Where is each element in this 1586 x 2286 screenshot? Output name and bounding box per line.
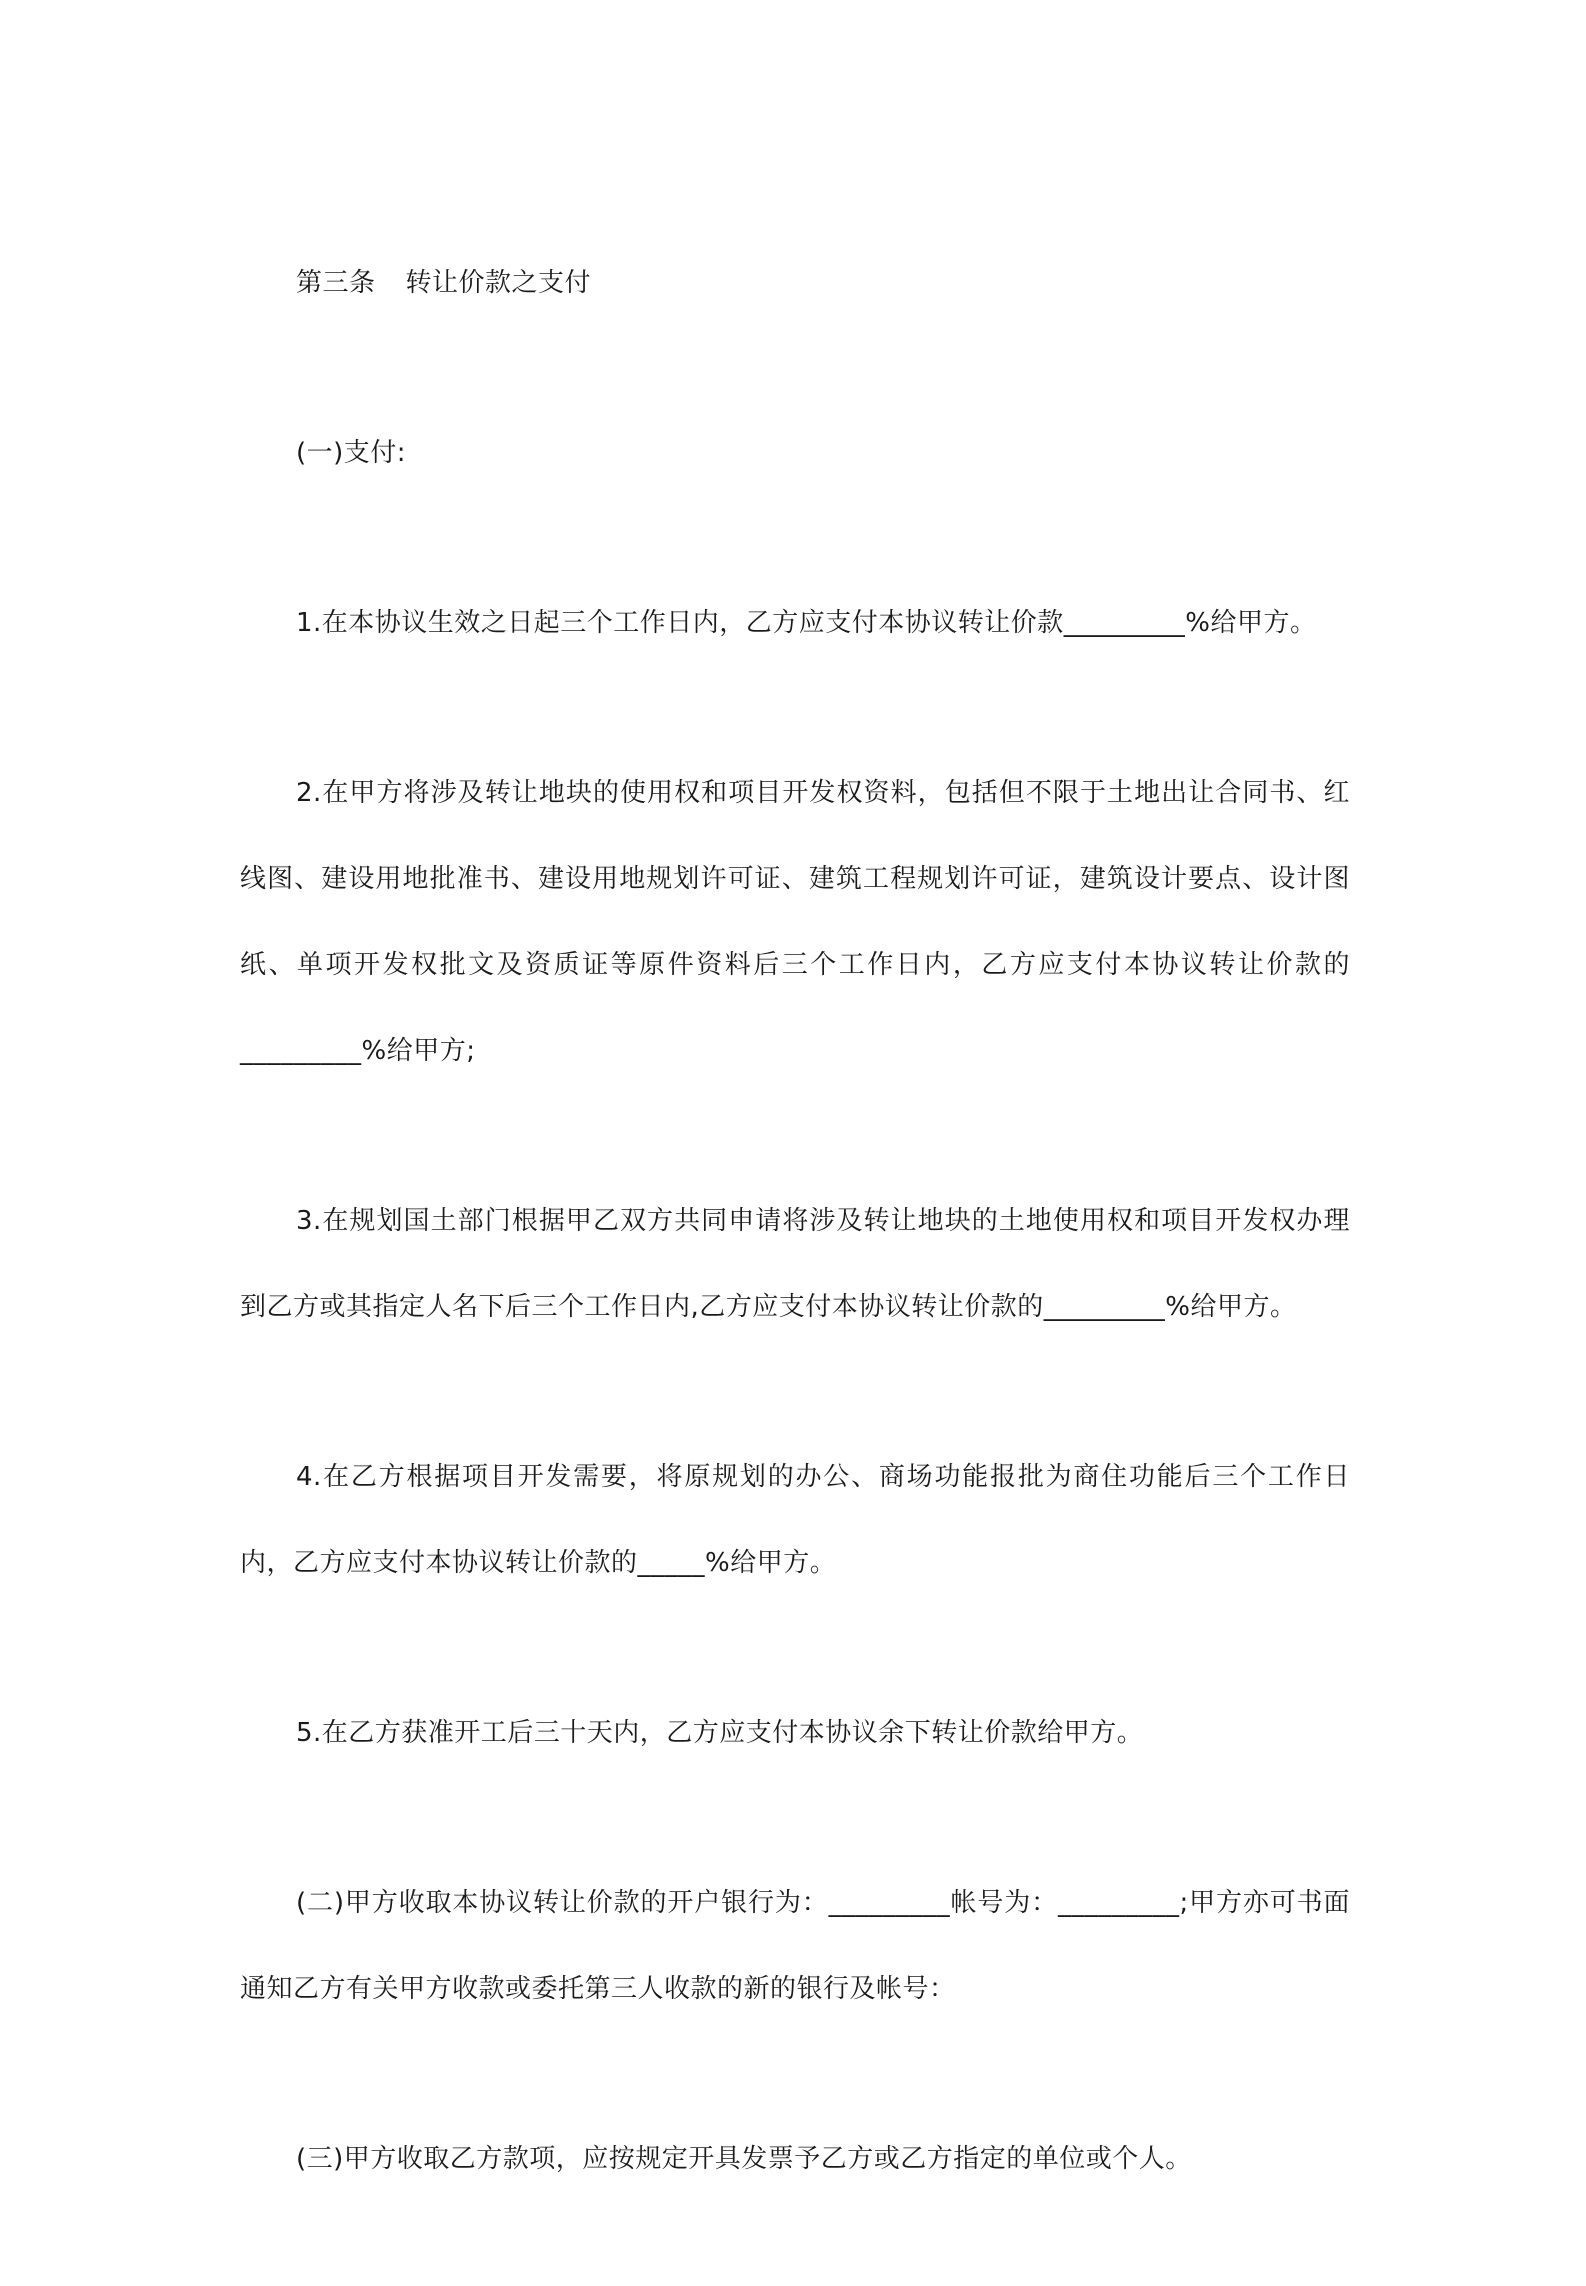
payment-clause-1: 1.在本协议生效之日起三个工作日内，乙方应支付本协议转让价款_________%给甲方。 [296,608,1317,638]
document-body [240,240,1350,2286]
payment-clause-4: 4.在乙方根据项目开发需要，将原规划的办公、商场功能报批为商住功能后三个工作日内，乙方应支付本协议转让价款的_____%给甲方。 [240,1462,1350,1578]
invoice-clause: (三)甲方收取乙方款项，应按规定开具发票予乙方或乙方指定的单位或个人。 [296,2144,1192,2174]
payment-clause-5: 5.在乙方获准开工后三十天内，乙方应支付本协议余下转让价款给甲方。 [296,1718,1144,1748]
bank-account-clause: (二)甲方收取本协议转让价款的开户银行为：_________帐号为：_________;甲方亦可书面通知乙方有关甲方收款或委托第三人收款的新的银行及帐号： [240,1888,1350,2004]
payment-clause-3: 3.在规划国土部门根据甲乙双方共同申请将涉及转让地块的土地使用权和项目开发权办理到乙方或其指定人名下后三个工作日内,乙方应支付本协议转让价款的_________%给甲方。 [240,1206,1350,1322]
payment-clause-2: 2.在甲方将涉及转让地块的使用权和项目开发权资料，包括但不限于土地出让合同书、红线图、建设用地批准书、建设用地规划许可证、建筑工程规划许可证，建筑设计要点、设计图纸、单项开发权批文及资质证等原件资料后三个工作日内，乙方应支付本协议转让价款的_________%给甲方; [240,778,1350,1066]
article-number: 第三条 [296,268,376,298]
section-payment-heading: (一)支付: [296,438,407,468]
article-title: 转让价款之支付 [405,268,592,298]
article-heading [240,240,1350,326]
